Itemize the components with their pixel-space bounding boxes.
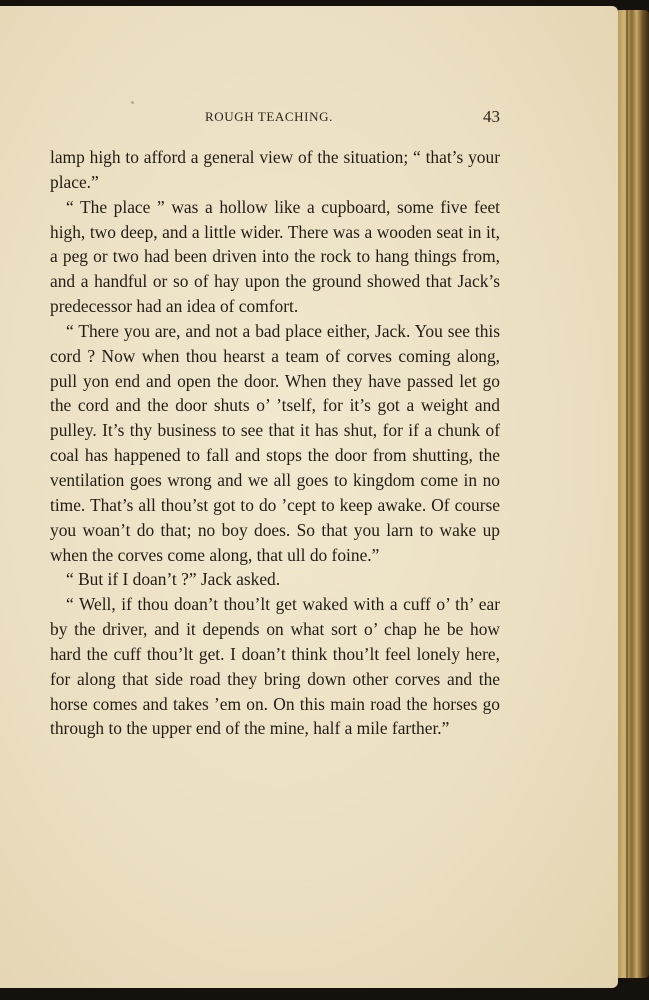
paragraph: lamp high to afford a general view of the situation; “ that’s your place.”: [50, 147, 500, 192]
paragraph: “ The place ” was a hollow like a cupboard, some five feet high, two deep, and a little wider. There was a wooden seat in it, a peg or two had been driven into the rock to hang things from, and a handful or so of hay upon the ground showed that Jack’s predecessor had an idea of comfort.: [50, 196, 500, 317]
paragraph: “ But if I doan’t ?” Jack asked.: [66, 569, 281, 590]
page-edge: [618, 10, 649, 978]
paragraph: “ There you are, and not a bad place either, Jack. You see this cord ? Now when thou hearst a team of corves coming along, pull yon end and open the door. When they have passed let go the cord and the door shuts o’ ’tself, for it’s got a weight and pulley. It’s thy business to see that it has shut, for if a chunk of coal has happened to fall and stops the door from shutting, the ventilation goes wrong and we all goes to kingdom come in no time. That’s all thou’st got to do ’cept to keep awake. Of course you woan’t do that; no boy does. So that you larn to wake up when the corves come along, that ull do foine.”: [50, 320, 500, 565]
page-number: 43: [483, 107, 500, 126]
running-head: ROUGH TEACHING.: [205, 109, 333, 124]
page-header: [50, 107, 500, 129]
book-page: [0, 6, 618, 988]
paper-fleck: [131, 101, 134, 104]
body-text: [50, 145, 500, 741]
paragraph: “ Well, if thou doan’t thou’lt get waked with a cuff o’ th’ ear by the driver, and it depends on what sort o’ chap he be how hard the cuff thou’lt get. I doan’t think thou’lt feel lonely here, for along that side road they bring down other corves and the horse comes and takes ’em on. On this main road the horses go through to the upper end of the mine, half a mile farther.”: [50, 594, 500, 739]
